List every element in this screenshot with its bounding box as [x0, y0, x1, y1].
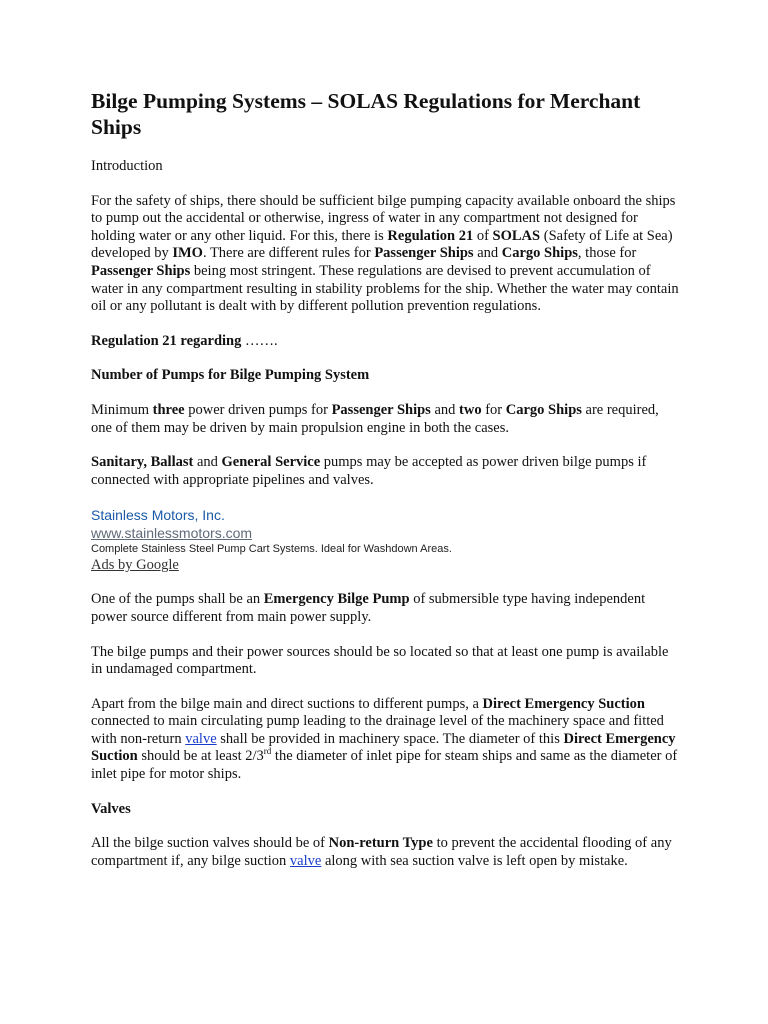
ad-description: Complete Stainless Steel Pump Cart Systems. Ideal for Washdown Areas. — [91, 543, 452, 556]
bold-text: Non-return Type — [328, 835, 433, 852]
text: should be at least 2/3 — [137, 748, 264, 765]
text: power driven pumps for — [184, 401, 332, 418]
bold-text: Passenger Ships — [91, 262, 191, 279]
valve-link[interactable]: valve — [289, 852, 322, 869]
text: and — [430, 401, 460, 418]
text: For the safety of ships, there should be sufficient bilge pumping capacity available onboard the ships to pump out the accidental or otherwise, ingress of water in any compartment not designed for holding water or any other liquid. For this, there is — [91, 192, 676, 244]
bold-text: Cargo Ships — [501, 245, 578, 262]
bold-text: General Service — [221, 454, 321, 471]
bold-text: SOLAS — [492, 227, 541, 244]
bold-text: Passenger Ships — [331, 401, 431, 418]
text: along with sea suction valve is left open by mistake. — [321, 852, 628, 869]
bold-text: Direct Emergency Suction — [482, 695, 645, 712]
text: connected to main circulating pump leading to the drainage level of the machinery space and fitted with non-return — [91, 713, 664, 747]
text: (Safety of Life at Sea) developed by — [91, 227, 673, 262]
text: All the bilge suction valves should be of — [91, 835, 329, 852]
text: and — [473, 245, 502, 262]
bold-text: Regulation 21 regarding — [91, 332, 242, 349]
text: and — [193, 454, 222, 471]
emergency-pump-paragraph — [91, 591, 681, 626]
text: Apart from the bilge main and direct suctions to different pumps, a — [91, 695, 483, 712]
text: One of the pumps shall be an — [91, 591, 264, 608]
bold-text: Direct Emergency Suction — [91, 730, 676, 765]
text: the diameter of inlet pipe for steam ships and same as the diameter of inlet pipe for motor ships. — [91, 748, 678, 783]
text: to prevent the accidental flooding of any compartment if, any bilge suction — [91, 835, 672, 869]
text: are required, one of them may be driven by main propulsion engine in both the cases. — [91, 401, 659, 436]
pumps-paragraph — [91, 402, 681, 437]
ad-title-link[interactable]: Stainless Motors, Inc. — [91, 507, 225, 524]
superscript: rd — [263, 746, 272, 757]
ads-by-google-link[interactable]: Ads by Google — [91, 557, 179, 574]
bold-text: IMO — [172, 245, 203, 262]
bold-text: two — [459, 401, 482, 418]
text: pumps may be accepted as power driven bilge pumps if connected with appropriate pipelines and valves. — [91, 454, 647, 488]
document-body — [91, 88, 681, 887]
text: shall be provided in machinery space. The diameter of this — [216, 730, 564, 747]
valve-link[interactable]: valve — [185, 730, 217, 747]
text: for — [481, 401, 506, 418]
service-pumps-paragraph — [91, 454, 681, 489]
bold-text: Regulation 21 — [387, 227, 474, 244]
bold-text: three — [152, 401, 185, 418]
ad-block — [91, 506, 681, 574]
valves-heading — [91, 801, 681, 819]
text: ……. — [241, 332, 278, 349]
bold-text: Sanitary, Ballast — [91, 454, 194, 471]
introduction-heading: Introduction — [91, 158, 163, 174]
text: of — [473, 227, 493, 244]
ad-url-link[interactable]: www.stainlessmotors.com — [91, 525, 253, 542]
intro-paragraph — [91, 193, 681, 316]
text: of submersible type having independent power source different from main power supply. — [91, 591, 646, 625]
pumps-heading — [91, 367, 681, 385]
bold-text: Emergency Bilge Pump — [263, 591, 410, 608]
text: being most stringent. These regulations are devised to prevent accumulation of water in any compartment resulting in stability problems for the ship. Whether the water may contain oil or any pollutant is dealt with by different pollution prevention regulations. — [91, 262, 679, 315]
regulation-heading — [91, 333, 681, 351]
valves-paragraph — [91, 835, 681, 870]
text: , those for — [577, 245, 637, 262]
document-title: Bilge Pumping Systems – SOLAS Regulations for Merchant Ships — [91, 89, 641, 139]
text: . There are different rules for — [202, 245, 375, 262]
bold-text: Valves — [91, 800, 131, 817]
text: Minimum — [91, 401, 153, 418]
bold-text: Passenger Ships — [374, 245, 474, 262]
pump-location-paragraph: The bilge pumps and their power sources should be so located so that at least one pump is available in undamaged compartment. — [91, 643, 669, 678]
bold-text: Number of Pumps for Bilge Pumping System — [91, 367, 370, 384]
bold-text: Cargo Ships — [505, 401, 582, 418]
direct-suction-paragraph — [91, 696, 681, 784]
